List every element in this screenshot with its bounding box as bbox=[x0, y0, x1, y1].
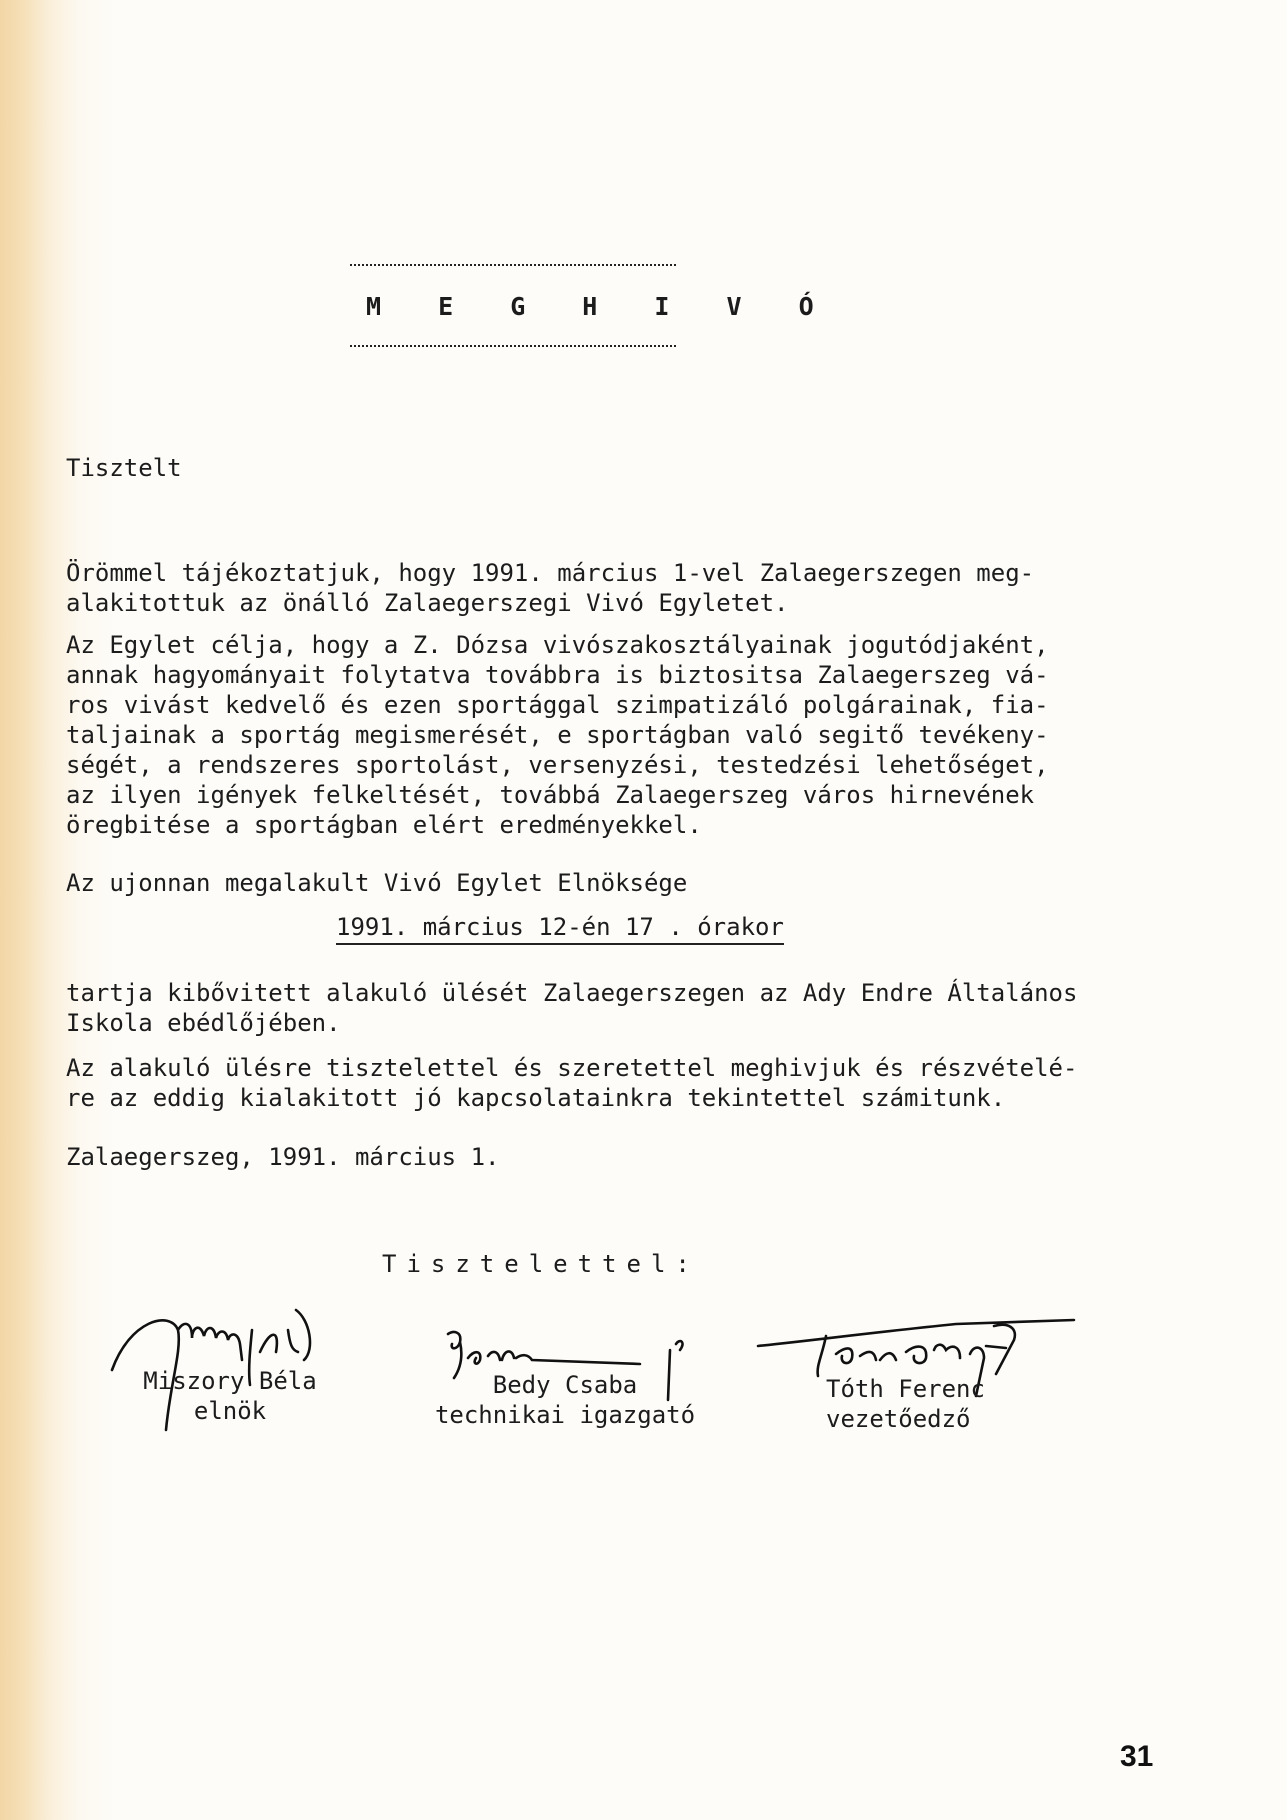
paragraph-line: tartja kibővitett alakuló ülését Zalaegerszegen az Ady Endre Általános bbox=[66, 979, 1078, 1007]
paragraph-line: taljainak a sportág megismerését, e sportágban való segitő tevékeny- bbox=[66, 721, 1049, 749]
paragraph-line: Az alakuló ülésre tisztelettel és szeretettel meghivjuk és részvételé- bbox=[66, 1054, 1078, 1082]
signatory-1 bbox=[130, 1366, 330, 1426]
signatory-role: elnök bbox=[193, 1397, 267, 1425]
paragraph-line: Örömmel tájékoztatjuk, hogy 1991. március 1-vel Zalaegerszegen meg- bbox=[66, 559, 1035, 587]
title-rule-top bbox=[350, 264, 676, 266]
signatory-3 bbox=[826, 1374, 1006, 1434]
paragraph-line: re az eddig kialakitott jó kapcsolatainkra tekintettel számitunk. bbox=[66, 1084, 1006, 1112]
paragraph-line: öregbitése a sportágban elért eredményekkel. bbox=[66, 811, 702, 839]
salutation: Tisztelt bbox=[66, 454, 182, 482]
signatory-2 bbox=[420, 1370, 710, 1430]
paragraph-line: Az Egylet célja, hogy a Z. Dózsa vivószakosztályainak jogutódjaként, bbox=[66, 631, 1049, 659]
paragraph-line: Iskola ebédlőjében. bbox=[66, 1009, 341, 1037]
document-title: M E G H I V Ó bbox=[366, 292, 835, 321]
paragraph-5 bbox=[66, 1053, 1146, 1113]
signatory-name: Tóth Ferenc bbox=[826, 1375, 985, 1403]
paragraph-line: az ilyen igények felkeltését, továbbá Zalaegerszeg város hirnevének bbox=[66, 781, 1035, 809]
closing: Tisztelettel: bbox=[382, 1250, 700, 1278]
signatory-name: Miszory Béla bbox=[143, 1367, 317, 1395]
paragraph-4 bbox=[66, 978, 1146, 1038]
paragraph-line: alakitottuk az önálló Zalaegerszegi Vivó Egyletet. bbox=[66, 589, 789, 617]
title-rule-bottom bbox=[350, 345, 676, 347]
place-date: Zalaegerszeg, 1991. március 1. bbox=[66, 1143, 500, 1171]
paragraph-1 bbox=[66, 558, 1146, 618]
signatory-name: Bedy Csaba bbox=[492, 1371, 638, 1399]
paragraph-line: ros vivást kedvelő és ezen sportággal szimpatizáló polgárainak, fia- bbox=[66, 691, 1049, 719]
signatory-role: technikai igazgató bbox=[434, 1401, 696, 1429]
paragraph-2 bbox=[66, 630, 1146, 840]
paragraph-3: Az ujonnan megalakult Vivó Egylet Elnöksége bbox=[66, 869, 688, 897]
page-number: 31 bbox=[1120, 1740, 1154, 1773]
meeting-datetime: 1991. március 12-én 17 . órakor bbox=[336, 912, 784, 945]
paragraph-line: annak hagyományait folytatva továbbra is biztositsa Zalaegerszeg vá- bbox=[66, 661, 1049, 689]
signatory-role: vezetőedző bbox=[826, 1405, 971, 1433]
paragraph-line: ségét, a rendszeres sportolást, versenyzési, testedzési lehetőséget, bbox=[66, 751, 1049, 779]
